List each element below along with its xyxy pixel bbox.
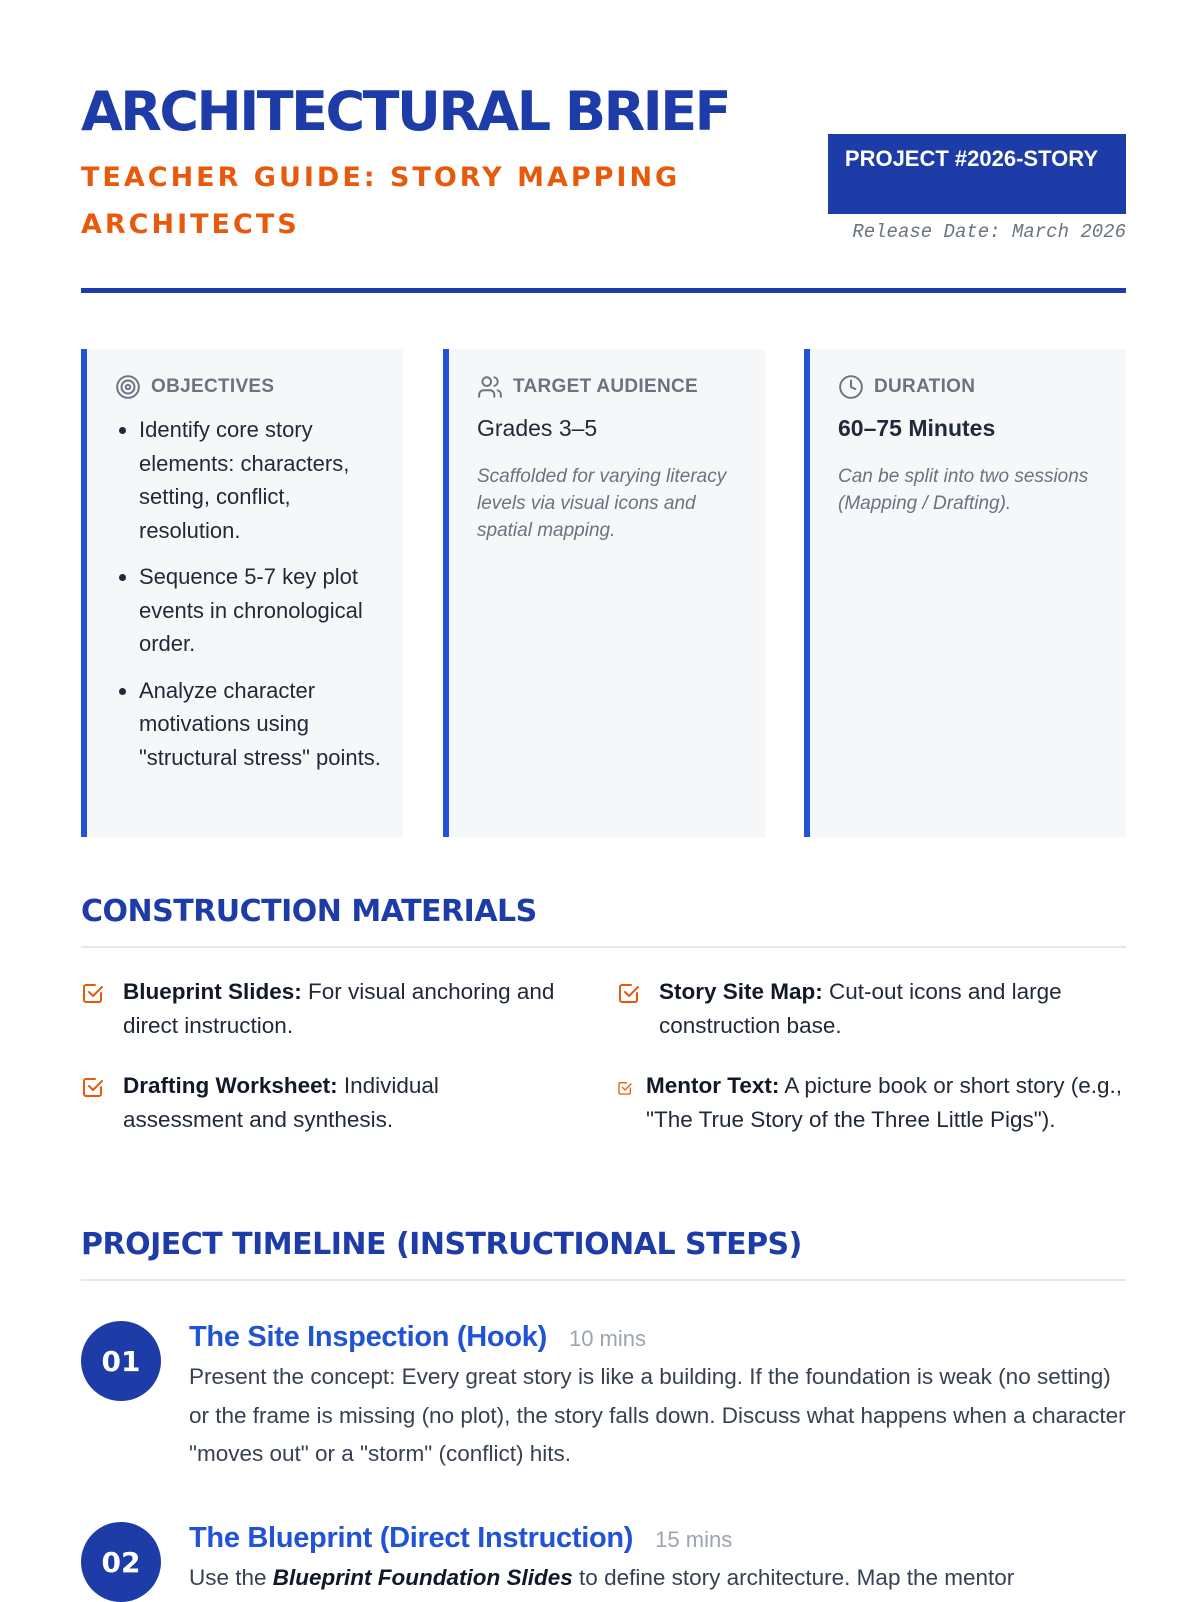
step-number: 01 — [81, 1321, 161, 1401]
objectives-card — [81, 349, 403, 837]
check-square-icon — [81, 981, 105, 1005]
material-text — [123, 975, 561, 1042]
timeline-divider — [81, 1279, 1126, 1281]
material-desc: A picture book or short story (e.g., "The True Story of the Three Little Pigs"). — [646, 1073, 1123, 1132]
audience-note: Scaffolded for varying literacy levels via visual icons and spatial mapping. — [477, 466, 727, 541]
step-title: The Site Inspection (Hook) — [189, 1321, 547, 1353]
objective-item: • Analyze character motivations using "structural stress" points. — [139, 674, 381, 775]
duration-card — [804, 349, 1126, 837]
material-item — [81, 1069, 561, 1136]
users-icon — [477, 374, 503, 400]
material-desc: Cut-out icons and large construction base. — [659, 979, 1062, 1038]
release-date: Release Date: March 2026 — [852, 221, 1126, 243]
material-name: Story Site Map: — [659, 979, 823, 1004]
page-title: ARCHITECTURAL BRIEF — [81, 80, 730, 143]
step-body — [189, 1522, 1126, 1598]
step-number: 02 — [81, 1522, 161, 1602]
materials-title: CONSTRUCTION MATERIALS — [81, 894, 537, 929]
material-text — [646, 1069, 1126, 1136]
step-header — [189, 1321, 1126, 1354]
step-description — [189, 1559, 1126, 1598]
objectives-label: OBJECTIVES — [151, 376, 275, 397]
objective-item: • Identify core story elements: characters, setting, conflict, resolution. — [139, 413, 381, 547]
step-desc-bold: Blueprint Foundation Slides — [272, 1565, 573, 1590]
materials-divider — [81, 946, 1126, 948]
audience-label: TARGET AUDIENCE — [513, 376, 698, 397]
header-divider — [81, 288, 1126, 293]
material-item — [617, 975, 1126, 1042]
check-square-icon — [617, 1080, 633, 1096]
step-body — [189, 1321, 1126, 1474]
material-text — [123, 1069, 561, 1136]
material-desc: For visual anchoring and direct instruction. — [123, 979, 555, 1038]
timeline-step — [81, 1321, 1126, 1491]
duration-note: Can be split into two sessions (Mapping / Drafting). — [838, 466, 1089, 514]
audience-card — [443, 349, 765, 837]
step-desc-post: to define story architecture. Map the mentor — [572, 1565, 1015, 1590]
step-description: Present the concept: Every great story is like a building. If the foundation is weak (no setting) or the frame is missing (no plot), the story falls down. Discuss what happens when a character "moves out" or a "storm" (conflict) hits. — [189, 1364, 1126, 1466]
material-name: Drafting Worksheet: — [123, 1073, 338, 1098]
objectives-list — [115, 413, 381, 774]
timeline-title: PROJECT TIMELINE (INSTRUCTIONAL STEPS) — [81, 1227, 802, 1262]
page-subtitle: TEACHER GUIDE: STORY MAPPING ARCHITECTS — [81, 162, 681, 240]
duration-label: DURATION — [874, 376, 976, 397]
objective-item: • Sequence 5-7 key plot events in chronological order. — [139, 560, 381, 661]
clock-icon — [838, 374, 864, 400]
duration-header — [838, 373, 1104, 401]
step-title: The Blueprint (Direct Instruction) — [189, 1522, 634, 1554]
objectives-header — [115, 373, 381, 401]
material-name: Blueprint Slides: — [123, 979, 302, 1004]
step-duration: 15 mins — [655, 1527, 733, 1552]
check-square-icon — [617, 981, 641, 1005]
material-item — [617, 1069, 1126, 1136]
material-item — [81, 975, 561, 1042]
timeline-step — [81, 1522, 1126, 1600]
step-header — [189, 1522, 1126, 1555]
audience-header — [477, 373, 743, 401]
step-duration: 10 mins — [568, 1326, 646, 1351]
duration-value: 60–75 Minutes — [838, 415, 996, 441]
check-square-icon — [81, 1075, 105, 1099]
material-desc: Individual assessment and synthesis. — [123, 1073, 439, 1132]
step-desc-pre: Use the — [189, 1565, 273, 1590]
material-name: Mentor Text: — [646, 1073, 780, 1098]
target-icon — [115, 374, 141, 400]
audience-value: Grades 3–5 — [477, 415, 598, 441]
project-badge: PROJECT #2026-STORY — [828, 134, 1126, 214]
material-text — [659, 975, 1126, 1042]
